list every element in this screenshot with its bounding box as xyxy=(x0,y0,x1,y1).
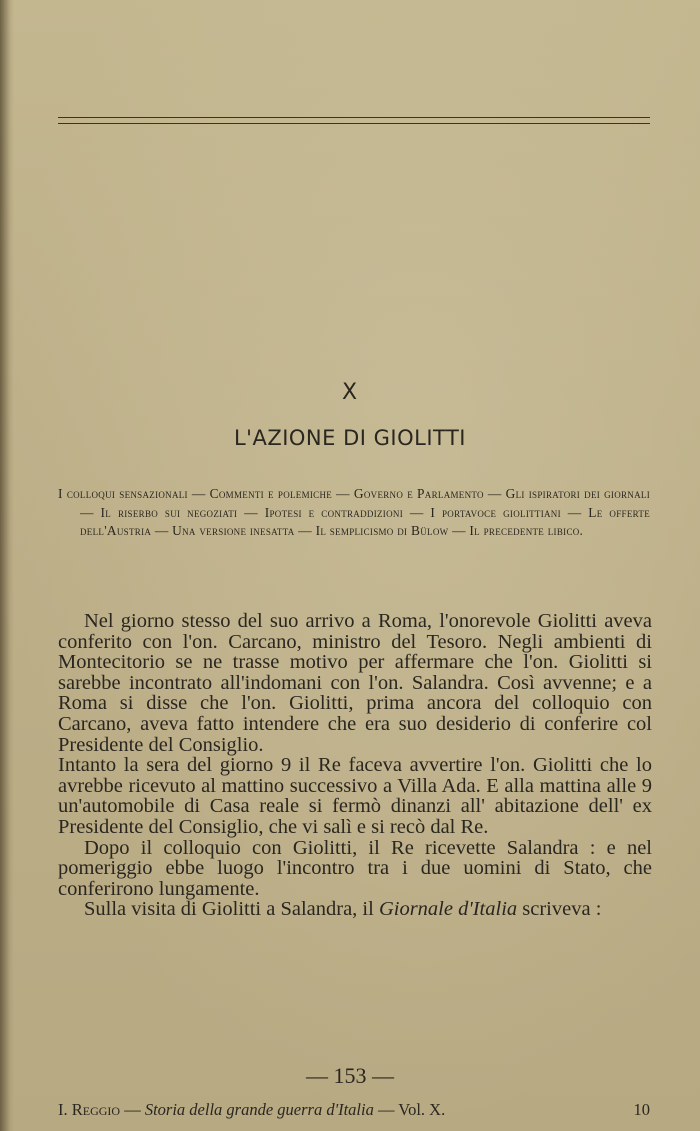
paragraph-4-tail: scriveva : xyxy=(517,898,602,921)
top-double-rule-upper xyxy=(58,117,650,118)
footer-volume: — Vol. X. xyxy=(373,1100,446,1119)
chapter-summary-text: I colloqui sensazionali — Commenti e polemiche — Governo e Parlamento — Gli ispiratori dei giornali — Il riserbo sui negoziati — Ipotesi e contraddizioni — I portavoce giolittiani — Le offerte dell'Austria — Una versione inesatta — Il semplicismo di Bülow — Il precedente libico. xyxy=(58,486,650,539)
page-number: — 153 — xyxy=(306,1063,394,1088)
top-double-rule-lower xyxy=(58,123,650,124)
paragraph-3: Dopo il colloquio con Giolitti, il Re ricevette Salandra : e nel pomeriggio ebbe luogo l'incontro tra i due uomini di Stato, che conferirono lungamente. xyxy=(58,836,652,900)
paragraph-4-lead: Sulla visita di Giolitti a Salandra, il xyxy=(84,898,379,921)
paragraph-1: Nel giorno stesso del suo arrivo a Roma, l'onorevole Giolitti aveva conferito con l'on. Carcano, ministro del Tesoro. Negli ambienti di Montecitorio se ne trasse motivo per affermare che l'on. Giolitti si sarebbe incontrato all'indomani con l'on. Salandra. Così avvenne; e a Roma si disse che l'on. Giolitti, prima ancora del colloquio con Carcano, aveva fatto intendere che era suo desiderio di conferire col Presidente del Consiglio. xyxy=(58,610,652,756)
footer-separator: — xyxy=(120,1100,145,1119)
paragraph-4 xyxy=(58,899,652,920)
footer-signature: 10 xyxy=(633,1100,650,1119)
footer-author: I. Reggio xyxy=(58,1100,121,1119)
footer-work-title: Storia della grande guerra d'Italia xyxy=(144,1100,374,1119)
paragraph-2: Intanto la sera del giorno 9 il Re faceva avvertire l'on. Giolitti che lo avrebbe ricevuto al mattino successivo a Villa Ada. E alla mattina alle 9 un'automobile di Casa reale si fermò dinanzi all' abitazione dell' ex Presidente del Consiglio, che vi salì e si recò dal Re. xyxy=(58,754,652,838)
chapter-summary xyxy=(58,485,650,541)
body-text xyxy=(58,611,652,920)
chapter-title: L'AZIONE DI GIOLITTI xyxy=(233,426,466,450)
newspaper-title: Giornale d'Italia xyxy=(378,898,518,921)
footer xyxy=(58,1100,650,1120)
chapter-number: X xyxy=(341,380,359,405)
